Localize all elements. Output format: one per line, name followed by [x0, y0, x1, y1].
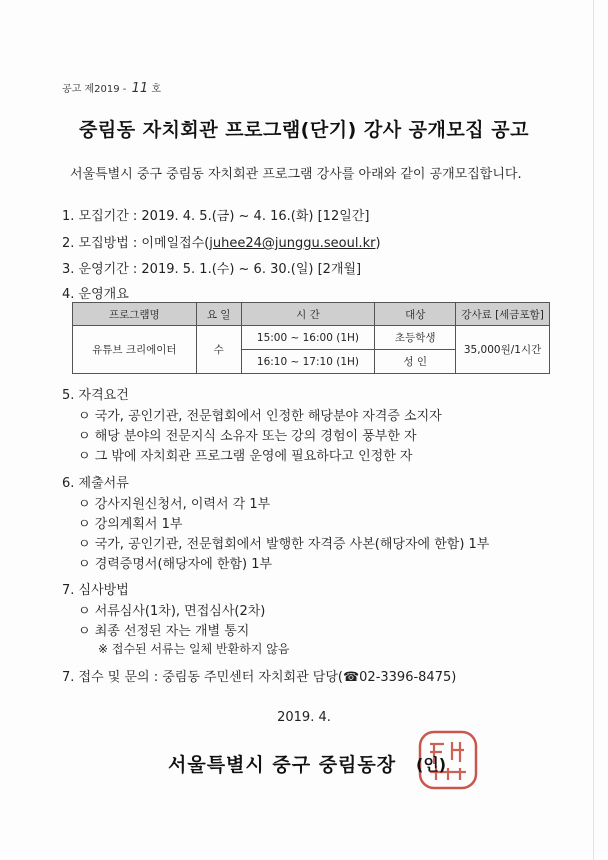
notice-prefix: 공고 제2019 - — [62, 84, 127, 95]
cell-day: 수 — [196, 326, 241, 374]
seal-mark: (인) — [416, 755, 447, 774]
recruit-method-close: ) — [375, 236, 381, 251]
program-table — [72, 302, 550, 374]
notice-number — [62, 80, 161, 96]
overview-heading: 4. 운영개요 — [62, 287, 129, 302]
list-item: ㅇ 서류심사(1차), 면접심사(2차) — [78, 604, 266, 619]
list-item: ㅇ 국가, 공인기관, 전문협회에서 인정한 해당분야 자격증 소지자 — [78, 409, 442, 424]
page-title: 중림동 자치회관 프로그램(단기) 강사 공개모집 공고 — [79, 119, 529, 141]
notice-handwritten-number: 11 — [131, 81, 149, 96]
list-item: ㅇ 국가, 공인기관, 전문협회에서 발행한 자격증 사본(해당자에 한함) 1부 — [78, 537, 490, 552]
notice-suffix: 호 — [151, 84, 161, 95]
header-program: 프로그램명 — [73, 303, 197, 326]
header-fee: 강사료 [세금포함] — [456, 303, 550, 326]
list-item: ㅇ 강의계획서 1부 — [78, 517, 183, 532]
recruit-method — [62, 232, 381, 251]
scan-edge-divider — [593, 0, 594, 860]
issuer-name: 서울특별시 중구 중림동장 — [168, 754, 397, 776]
review-heading: 7. 심사방법 — [62, 583, 129, 598]
review-note: ※ 접수된 서류는 일체 반환하지 않음 — [98, 642, 290, 656]
cell-target: 초등학생 — [375, 326, 456, 350]
intro-text: 서울특별시 중구 중림동 자치회관 프로그램 강사를 아래와 같이 공개모집합니다. — [70, 167, 522, 182]
table-header-row — [73, 303, 550, 326]
contact-info: 7. 접수 및 문의 : 중림동 주민센터 자치회관 담당(☎02-3396-8475) — [62, 670, 457, 685]
cell-target: 성 인 — [375, 350, 456, 374]
list-item: ㅇ 강사지원신청서, 이력서 각 1부 — [78, 497, 271, 512]
qualifications-heading: 5. 자격요건 — [62, 388, 129, 403]
issue-date: 2019. 4. — [277, 710, 331, 725]
cell-fee: 35,000원/1시간 — [456, 326, 550, 374]
documents-heading: 6. 제출서류 — [62, 476, 129, 491]
recruit-period: 1. 모집기간 : 2019. 4. 5.(금) ~ 4. 16.(화) [12일간] — [62, 209, 370, 224]
operation-period: 3. 운영기간 : 2019. 5. 1.(수) ~ 6. 30.(일) [2개월] — [62, 262, 362, 277]
table-row — [73, 326, 550, 350]
cell-time: 16:10 ~ 17:10 (1H) — [241, 350, 375, 374]
cell-program: 유튜브 크리에이터 — [73, 326, 197, 374]
header-time: 시 간 — [241, 303, 375, 326]
email-link[interactable]: juhee24@junggu.seoul.kr — [209, 236, 376, 251]
list-item: ㅇ 최종 선정된 자는 개별 통지 — [78, 624, 250, 639]
list-item: ㅇ 그 밖에 자치회관 프로그램 운영에 필요하다고 인정한 자 — [78, 449, 413, 464]
cell-time: 15:00 ~ 16:00 (1H) — [241, 326, 375, 350]
header-target: 대상 — [375, 303, 456, 326]
header-day: 요 일 — [196, 303, 241, 326]
list-item: ㅇ 해당 분야의 전문지식 소유자 또는 강의 경험이 풍부한 자 — [78, 429, 417, 444]
recruit-method-label: 2. 모집방법 : 이메일접수( — [62, 236, 210, 251]
list-item: ㅇ 경력증명서(해당자에 한함) 1부 — [78, 557, 273, 572]
